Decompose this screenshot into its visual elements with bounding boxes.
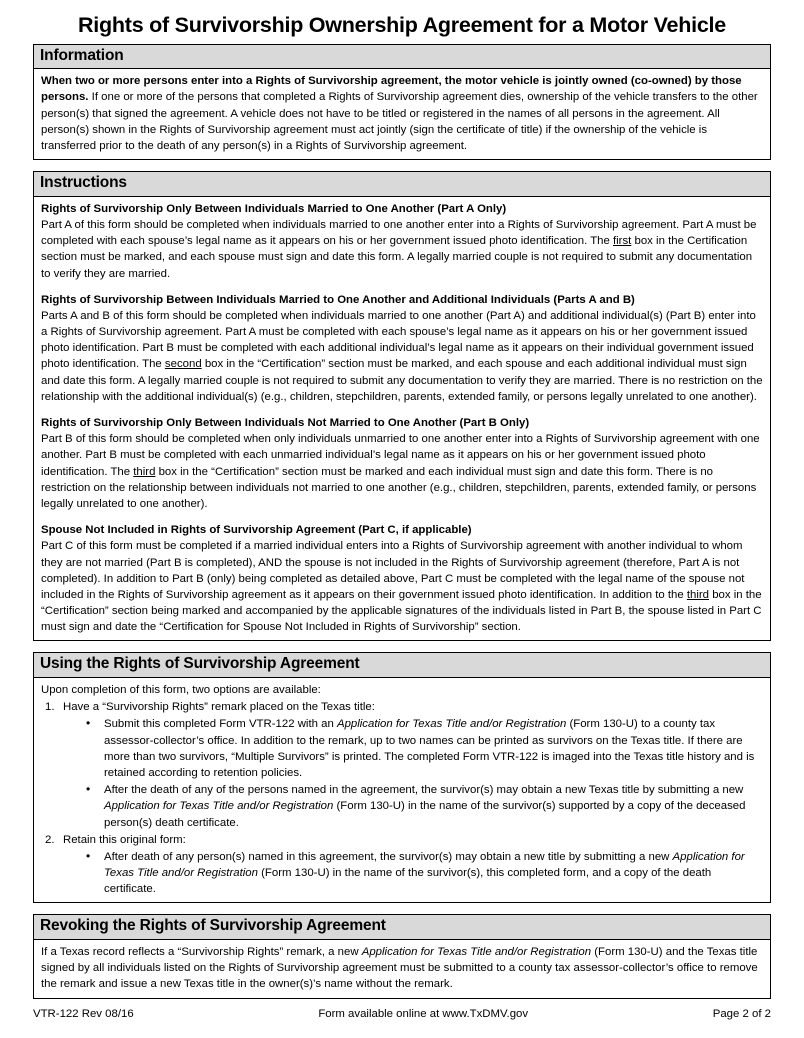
using-option-1-bullet-1-b: (Form 130-U) to a county tax assessor-collector’s office. In addition to the remark, up to two names can be printed as survivors on the Texas title. If there are more than two survivors, “Multiple Survivors” is printed. The completed Form VTR-122 is imaged into the Texas title history and is retained according to retention policies. — [104, 718, 755, 779]
instructions-block4-text-b: box in the “Certification” section being marked and accompanied by the applicable signatures of the individuals listed in Part B, the spouse listed in Part C must sign and date the “Certification for Spouse Not Included in Rights of Survivorship” section. — [41, 588, 762, 634]
using-section-body — [34, 678, 770, 902]
using-intro: Upon completion of this form, two options are available: — [41, 684, 321, 697]
instructions-block1-text — [41, 217, 763, 282]
using-option-1-marker: 1. — [45, 701, 55, 714]
using-option-2-text: Retain this original form: — [63, 833, 186, 846]
bullet-icon: • — [86, 782, 91, 797]
using-option-2-bullet-1-b: (Form 130-U) in the name of the survivor(s), this completed form, and a copy of the death certificate. — [104, 867, 712, 896]
instructions-section-body — [34, 197, 770, 641]
using-option-1-text: Have a “Survivorship Rights” remark placed on the Texas title: — [63, 701, 375, 714]
revoking-text-a: If a Texas record reflects a “Survivorship Rights” remark, a new — [41, 946, 362, 959]
revoking-section — [33, 914, 771, 998]
instructions-block4-text — [41, 538, 763, 635]
using-section — [33, 652, 771, 903]
instructions-block4-heading: Spouse Not Included in Rights of Survivorship Agreement (Part C, if applicable) — [41, 524, 472, 537]
list-item — [81, 716, 763, 781]
revoking-text-b: (Form 130-U) and the Texas title signed by all individuals listed on the Rights of Survivorship agreement must be submitted to a county tax assessor-collector’s office to remove the remark and issue a new Texas title in the owner(s)’s name without the remark. — [41, 946, 758, 991]
information-section-header: Information — [34, 45, 770, 70]
instructions-block1-text-a: Part A of this form should be completed when individuals married to one another enter into a Rights of Survivorship agreement. Part A must be completed with each spouse’s legal name as it appears on his or her government issued photo identification. The — [41, 218, 757, 248]
revoking-italic: Application for Texas Title and/or Registration — [361, 946, 592, 959]
using-option-list — [41, 699, 763, 897]
information-section-body — [34, 69, 770, 159]
instructions-section-header: Instructions — [34, 172, 770, 197]
instructions-block2-text-a: Parts A and B of this form should be completed when individuals married to one another (Part A) and additional individual(s) (Part B) enter into a Rights of Survivorship agreement. Part A must be completed with each spouse’s legal name as it appears on his or her government issued photo identification. Part B must be completed with each additional individual’s legal name as it appears on their individual government issued photo identification. The — [41, 309, 756, 371]
revoking-paragraph — [41, 944, 763, 993]
using-option-2-bullet-1-italic: Application for Texas Title and/or Registration — [104, 850, 745, 880]
instructions-block3-text-b: box in the “Certification” section must be marked and each individual must sign and date this form. There is no restriction on the relationship between individuals not married to one another (e.g., children, stepchildren, parents, extended family, or persons legally unrelated to one another). — [41, 465, 757, 510]
using-option-2-marker: 2. — [45, 833, 55, 846]
using-section-header: Using the Rights of Survivorship Agreement — [34, 653, 770, 678]
list-item — [81, 782, 763, 831]
bullet-icon: • — [86, 848, 91, 863]
instructions-block1-underline: first — [612, 235, 632, 248]
instructions-block2-text — [41, 308, 763, 405]
information-section — [33, 44, 771, 161]
instructions-block1-text-b: box in the Certification section must be marked, and each spouse must sign and date this form. A legally married couple is not required to submit any documentation to verify they are married. — [41, 235, 753, 280]
footer-form-id: VTR-122 Rev 08/16 — [33, 1008, 134, 1020]
using-option-2-bullet-1-a: After death of any person(s) named in this agreement, the survivor(s) may obtain a new title by submitting a new — [104, 850, 673, 863]
instructions-block4-text-a: Part C of this form must be completed if a married individual enters into a Rights of Survivorship agreement with another individual to whom they are not married (Part B is completed), AND the spouse is not included in the Rights of Survivorship agreement (therefore, Part A is not completed). In addition to Part B (only) being completed as detailed above, Part C must be completed with the legal name of the spouse not included in the Rights of Survivorship agreement as it appears on their government issued photo identification. In addition to the — [41, 540, 745, 601]
using-option-2 — [41, 832, 763, 898]
instructions-block3-underline: third — [133, 465, 156, 478]
instructions-block2-heading: Rights of Survivorship Between Individuals Married to One Another and Additional Individuals (Parts A and B) — [41, 293, 635, 306]
information-bold-lead: When two or more persons enter into a Rights of Survivorship agreement, the motor vehicle is jointly owned (co-owned) by those persons. — [41, 75, 742, 104]
instructions-block4-underline: third — [686, 588, 710, 601]
using-option-2-bullets — [63, 849, 763, 898]
information-paragraph — [41, 73, 763, 154]
revoking-section-body — [34, 940, 770, 998]
using-option-1-bullet-2-a: After the death of any of the persons named in the agreement, the survivor(s) may obtain a new Texas title by submitting a new — [104, 784, 744, 797]
form-page — [0, 14, 804, 1038]
bullet-icon: • — [86, 716, 91, 731]
page-footer — [33, 1008, 771, 1020]
instructions-block2-text-b: box in the “Certification” section must be marked, and each spouse and each additional individual must sign and date this form. A legally married couple is not required to submit any documentation to verify they are married. There is no restriction on the relationship with the additional individual(s) (e.g., children, stepchildren, parents, extended family, or persons legally unrelated to one another). — [41, 358, 763, 403]
instructions-block3-text — [41, 431, 763, 512]
revoking-section-header: Revoking the Rights of Survivorship Agreement — [34, 915, 770, 940]
instructions-block1-heading: Rights of Survivorship Only Between Individuals Married to One Another (Part A Only) — [41, 202, 507, 215]
footer-center-text: Form available online at www.TxDMV.gov — [318, 1008, 529, 1020]
using-option-1-bullets — [63, 716, 763, 830]
footer-page-number: Page 2 of 2 — [712, 1008, 771, 1020]
instructions-block3-heading: Rights of Survivorship Only Between Individuals Not Married to One Another (Part B Only) — [41, 417, 530, 430]
instructions-block2-underline: second — [164, 358, 202, 371]
instructions-block3-text-a: Part B of this form should be completed when only individuals unmarried to one another enter into a Rights of Survivorship agreement with one another. Part B must be completed with each unmarried individual’s legal name as it appears on his or her government issued photo identification. The — [41, 433, 760, 478]
list-item — [81, 849, 763, 898]
using-option-1-bullet-1-a: Submit this completed Form VTR-122 with an — [104, 718, 337, 731]
instructions-section — [33, 171, 771, 641]
page-title: Rights of Survivorship Ownership Agreement for a Motor Vehicle — [78, 13, 726, 37]
using-option-1-bullet-2-b: (Form 130-U) in the name of the survivor(s) supported by a copy of the deceased person(s) death certificate. — [104, 800, 746, 829]
using-option-1 — [41, 699, 763, 831]
information-rest: If one or more of the persons that completed a Rights of Survivorship agreement dies, ownership of the vehicle transfers to the other person(s) that signed the agreement. A vehicle does not have to be titled or registered in the names of all persons in the agreement. All person(s) shown in the Rights of Survivorship agreement must act jointly (sign the certificate of title) if the ownership of the vehicle is transferred prior to the death of any person(s) in a Rights of Survivorship agreement. — [41, 91, 758, 152]
using-option-1-bullet-2-italic: Application for Texas Title and/or Registration — [104, 800, 334, 813]
using-option-1-bullet-1-italic: Application for Texas Title and/or Registration — [336, 718, 567, 731]
